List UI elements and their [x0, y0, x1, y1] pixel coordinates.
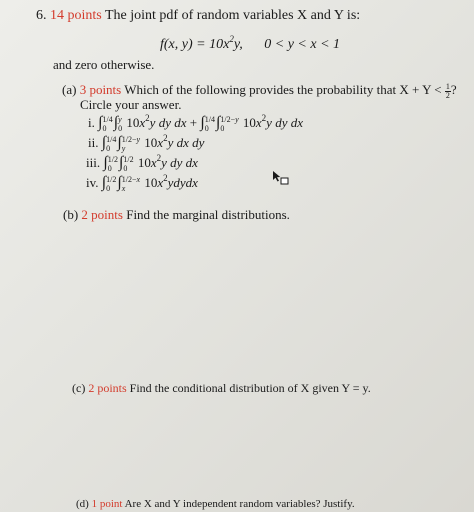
pdf-y: y, — [233, 37, 243, 52]
mouse-pointer-icon — [272, 170, 290, 186]
option-label: ii. — [88, 135, 99, 150]
circle-instruction: Circle your answer. — [80, 97, 182, 112]
part-d-label: (d) — [76, 498, 89, 510]
option-label: i. — [88, 115, 95, 130]
fraction-denominator: 2 — [445, 90, 450, 100]
option-label: iv. — [86, 175, 99, 190]
option-iv[interactable]: iv. ∫1/2 0 ∫1/2−x x $10x^2ydydx$ — [86, 173, 198, 194]
part-b-label: (b) — [63, 207, 79, 222]
problem-header — [36, 8, 360, 24]
problem-points: 14 points — [50, 8, 102, 23]
part-d — [76, 498, 355, 510]
part-a-qmark: ? — [450, 82, 457, 97]
part-c-points: 2 points — [88, 381, 127, 395]
part-c-text: Find the conditional distribution of X given Y = y. — [129, 381, 371, 395]
option-ii[interactable]: ii. ∫1/4 0 ∫1/2−y y $10x^2y$ dx dy — [88, 133, 205, 154]
part-a-text: Which of the following provides the probability that X + Y < — [124, 82, 442, 97]
problem-number: 6. — [36, 8, 47, 23]
fraction-numerator: 1 — [445, 81, 450, 91]
part-c-label: (c) — [72, 381, 86, 395]
part-d-points: 1 point — [91, 498, 123, 510]
pdf-exponent: 2 — [229, 34, 234, 44]
part-c — [72, 381, 371, 396]
pdf-formula — [160, 34, 340, 53]
option-iii[interactable]: iii. ∫1/2 0 ∫1/2 0 $10x^2y$ dy dx — [86, 153, 198, 174]
option-label: iii. — [86, 155, 101, 170]
pdf-lhs: f(x, y) = 10x — [160, 37, 230, 52]
part-d-text: Are X and Y independent random variables? Justify. — [124, 498, 355, 510]
option-i[interactable]: i. ∫1/4 0 ∫y 0 $10x^2y$ dy dx + ∫1/4 0 ∫1/2−y 0 $10x^2y$ dy dx — [88, 113, 303, 134]
part-b-text: Find the marginal distributions. — [126, 207, 290, 222]
problem-intro: The joint pdf of random variables X and Y is: — [104, 8, 361, 23]
part-a-label: (a) — [62, 82, 77, 97]
zero-otherwise: and zero otherwise. — [53, 57, 155, 72]
part-a-points: 3 points — [79, 82, 122, 97]
part-b-points: 2 points — [81, 207, 123, 222]
part-b — [63, 207, 290, 223]
pdf-support: 0 < y < x < 1 — [264, 37, 341, 52]
